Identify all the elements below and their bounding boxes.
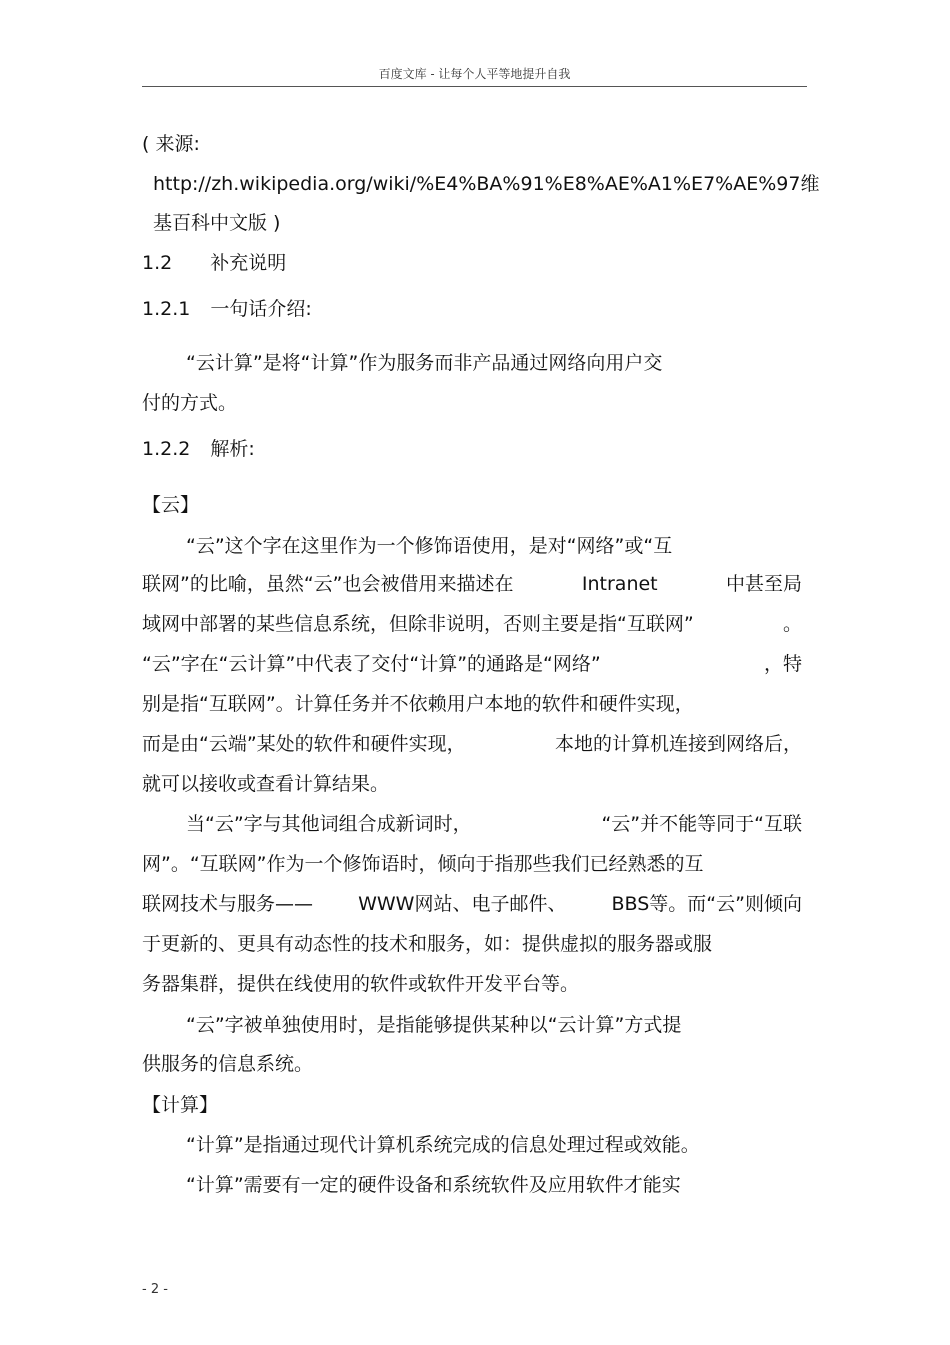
section-title: 补充说明 [210, 252, 287, 274]
cloud-p1-line-4 [142, 651, 802, 677]
intro-line-1: “云计算”是将“计算”作为服务而非产品通过网络向用户交 [186, 352, 663, 374]
text-run: 本地的计算机连接到网络后， [554, 733, 802, 755]
text-run: “云”并不能等同于“互联 [601, 813, 802, 835]
cloud-p2-line-4: 于更新的、更具有动态性的技术和服务，如：提供虚拟的服务器或服 [142, 933, 713, 955]
page-header: 百度文库 - 让每个人平等地提升自我 [142, 64, 807, 87]
text-run: “云”字在“云计算”中代表了交付“计算”的通路是“网络” [142, 653, 601, 675]
text-run: ，特 [763, 653, 802, 675]
cloud-p1-line-2 [142, 571, 802, 597]
text-run: 中甚至局 [725, 573, 802, 595]
cloud-p3-line-2: 供服务的信息系统。 [142, 1053, 314, 1075]
text-run: 域网中部署的某些信息系统，但除非说明，否则主要是指“互联网” [142, 613, 694, 635]
text-run: 联网”的比喻，虽然“云”也会被借用来描述在 [142, 573, 514, 595]
text-run: 联网技术与服务—— [142, 893, 314, 915]
source-url[interactable]: http://zh.wikipedia.org/wiki/%E4%BA%91%E8%AE%A1%E7%AE%97 [153, 173, 801, 195]
cloud-p1-line-3 [142, 611, 802, 637]
source-url-tail: 维 [800, 173, 820, 195]
source-open: ( 来源: [142, 133, 200, 155]
section-1-2-2-heading [142, 436, 255, 462]
cloud-p2-line-1 [186, 811, 802, 837]
cloud-p2-line-5: 务器集群，提供在线使用的软件或软件开发平台等。 [142, 973, 580, 995]
cloud-heading: 【云】 [142, 494, 200, 516]
compute-p1: “计算”是指通过现代计算机系统完成的信息处理过程或效能。 [186, 1134, 700, 1156]
source-url-line [153, 171, 819, 197]
text-run: BBS等。而“云”则倾向 [611, 893, 802, 915]
section-1-2-1-heading [142, 296, 312, 322]
section-1-2-heading [142, 250, 286, 276]
section-title: 一句话介绍: [210, 298, 312, 320]
compute-heading: 【计算】 [142, 1094, 219, 1116]
text-run: Intranet [581, 573, 658, 595]
cloud-p2-line-3 [142, 891, 802, 917]
section-number: 1.2.1 [142, 298, 191, 320]
section-title: 解析: [210, 438, 255, 460]
source-close: 基百科中文版 ) [153, 212, 281, 234]
text-run: 而是由“云端”某处的软件和硬件实现， [142, 733, 466, 755]
cloud-p2-line-2: 网”。“互联网”作为一个修饰语时，倾向于指那些我们已经熟悉的互 [142, 853, 704, 875]
cloud-p1-line-5: 别是指“互联网”。计算任务并不依赖用户本地的软件和硬件实现， [142, 693, 694, 715]
section-number: 1.2.2 [142, 438, 191, 460]
text-run: 当“云”字与其他词组合成新词时， [186, 813, 472, 835]
text-run: WWW网站、电子邮件、 [358, 893, 567, 915]
cloud-p1-line-6 [142, 731, 802, 757]
cloud-p3-line-1: “云”字被单独使用时，是指能够提供某种以“云计算”方式提 [186, 1014, 682, 1036]
page-number: - 2 - [142, 1282, 168, 1297]
intro-line-2: 付的方式。 [142, 392, 238, 414]
section-number: 1.2 [142, 252, 173, 274]
cloud-p1-line-1: “云”这个字在这里作为一个修饰语使用，是对“网络”或“互 [186, 535, 673, 557]
text-run: 。 [782, 613, 802, 635]
cloud-p1-line-7: 就可以接收或查看计算结果。 [142, 773, 390, 795]
compute-p2: “计算”需要有一定的硬件设备和系统软件及应用软件才能实 [186, 1174, 681, 1196]
